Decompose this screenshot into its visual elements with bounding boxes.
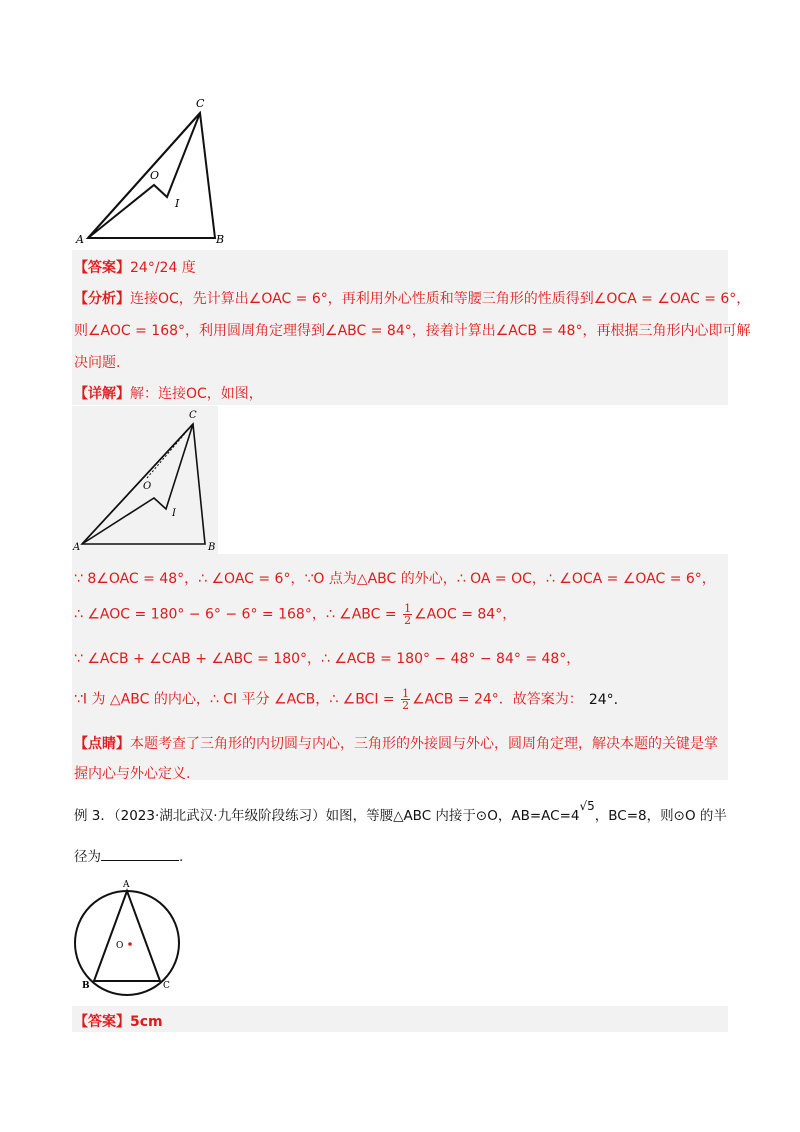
label-b: B [208,542,216,553]
label-o: O [116,941,124,951]
comment-line-1: 【点睛】本题考查了三角形的内切圆与内心，三角形的外接圆与外心，圆周角定理，解决本题的关键是掌 [74,736,718,752]
label-a: A [76,233,84,246]
label-c: C [163,981,170,991]
answer3-line: 【答案】5cm [74,1014,163,1030]
final-answer: 24°. [588,691,619,708]
analysis-line-3: 决问题. [74,355,121,371]
detail-step-1: ∵ 8∠OAC = 48°，∴ ∠OAC = 6°，∵O 点为△ABC 的外心，∴ OA = OC，∴ ∠OCA = ∠OAC = 6°， [74,571,716,587]
label-a: A [73,542,81,553]
sqrt-five: √5 [579,799,595,813]
label-b: B [82,981,90,991]
label-o: O [150,169,160,182]
fraction-half-2: $\frac{1}{2}$ [402,687,410,712]
label-c: C [196,97,205,110]
analysis-line-2: 则∠AOC = 168°，利用圆周角定理得到∠ABC = 84°，接着计算出∠ACB = 48°，再根据三角形内心即可解 [74,323,751,339]
example3-line-2: 径为 . [74,849,184,865]
answer-line: 【答案】24°/24 度 [74,260,196,276]
detail-step-2: ∴ ∠AOC = 180° − 6° − 6° = 168°，∴ ∠ABC = $\frac{1}{2}$ ∠AOC = 84°， [74,602,517,627]
label-c: C [189,410,197,421]
label-o: O [143,481,152,492]
detail-step-3: ∵ ∠ACB + ∠CAB + ∠ABC = 180°，∴ ∠ACB = 180° − 48° − 84° = 48°， [74,651,581,667]
triangle-figure-2 [72,406,218,554]
answer-text: 24°/24 度 [130,260,196,276]
circle-triangle-figure [70,875,190,997]
label-a: A [123,880,130,890]
label-i: I [172,508,176,519]
answer-blank [101,848,179,861]
fraction-half: $\frac{1}{2}$ [404,602,412,627]
label-b: B [216,233,225,246]
triangle-figure-1 [70,95,240,250]
analysis-line-1: 【分析】连接OC，先计算出∠OAC = 6°，再利用外心性质和等腰三角形的性质得到∠OCA = ∠OAC = 6°， [74,291,751,307]
detail-step-4: ∵I 为 △ABC 的内心，∴ CI 平分 ∠ACB，∴ ∠BCI = $\frac{1}{2}$ ∠ACB = 24°．故答案为： 24°. [74,687,619,712]
label-i: I [175,197,180,210]
detail-intro: 【详解】解：连接OC，如图， [74,386,263,402]
comment-line-2: 握内心与外心定义. [74,766,191,782]
example3-line-1: 例 3．（2023·湖北武汉·九年级阶段练习）如图，等腰△ABC 内接于⊙O，AB=AC=4√5，BC=8，则⊙O 的半 [74,799,727,824]
